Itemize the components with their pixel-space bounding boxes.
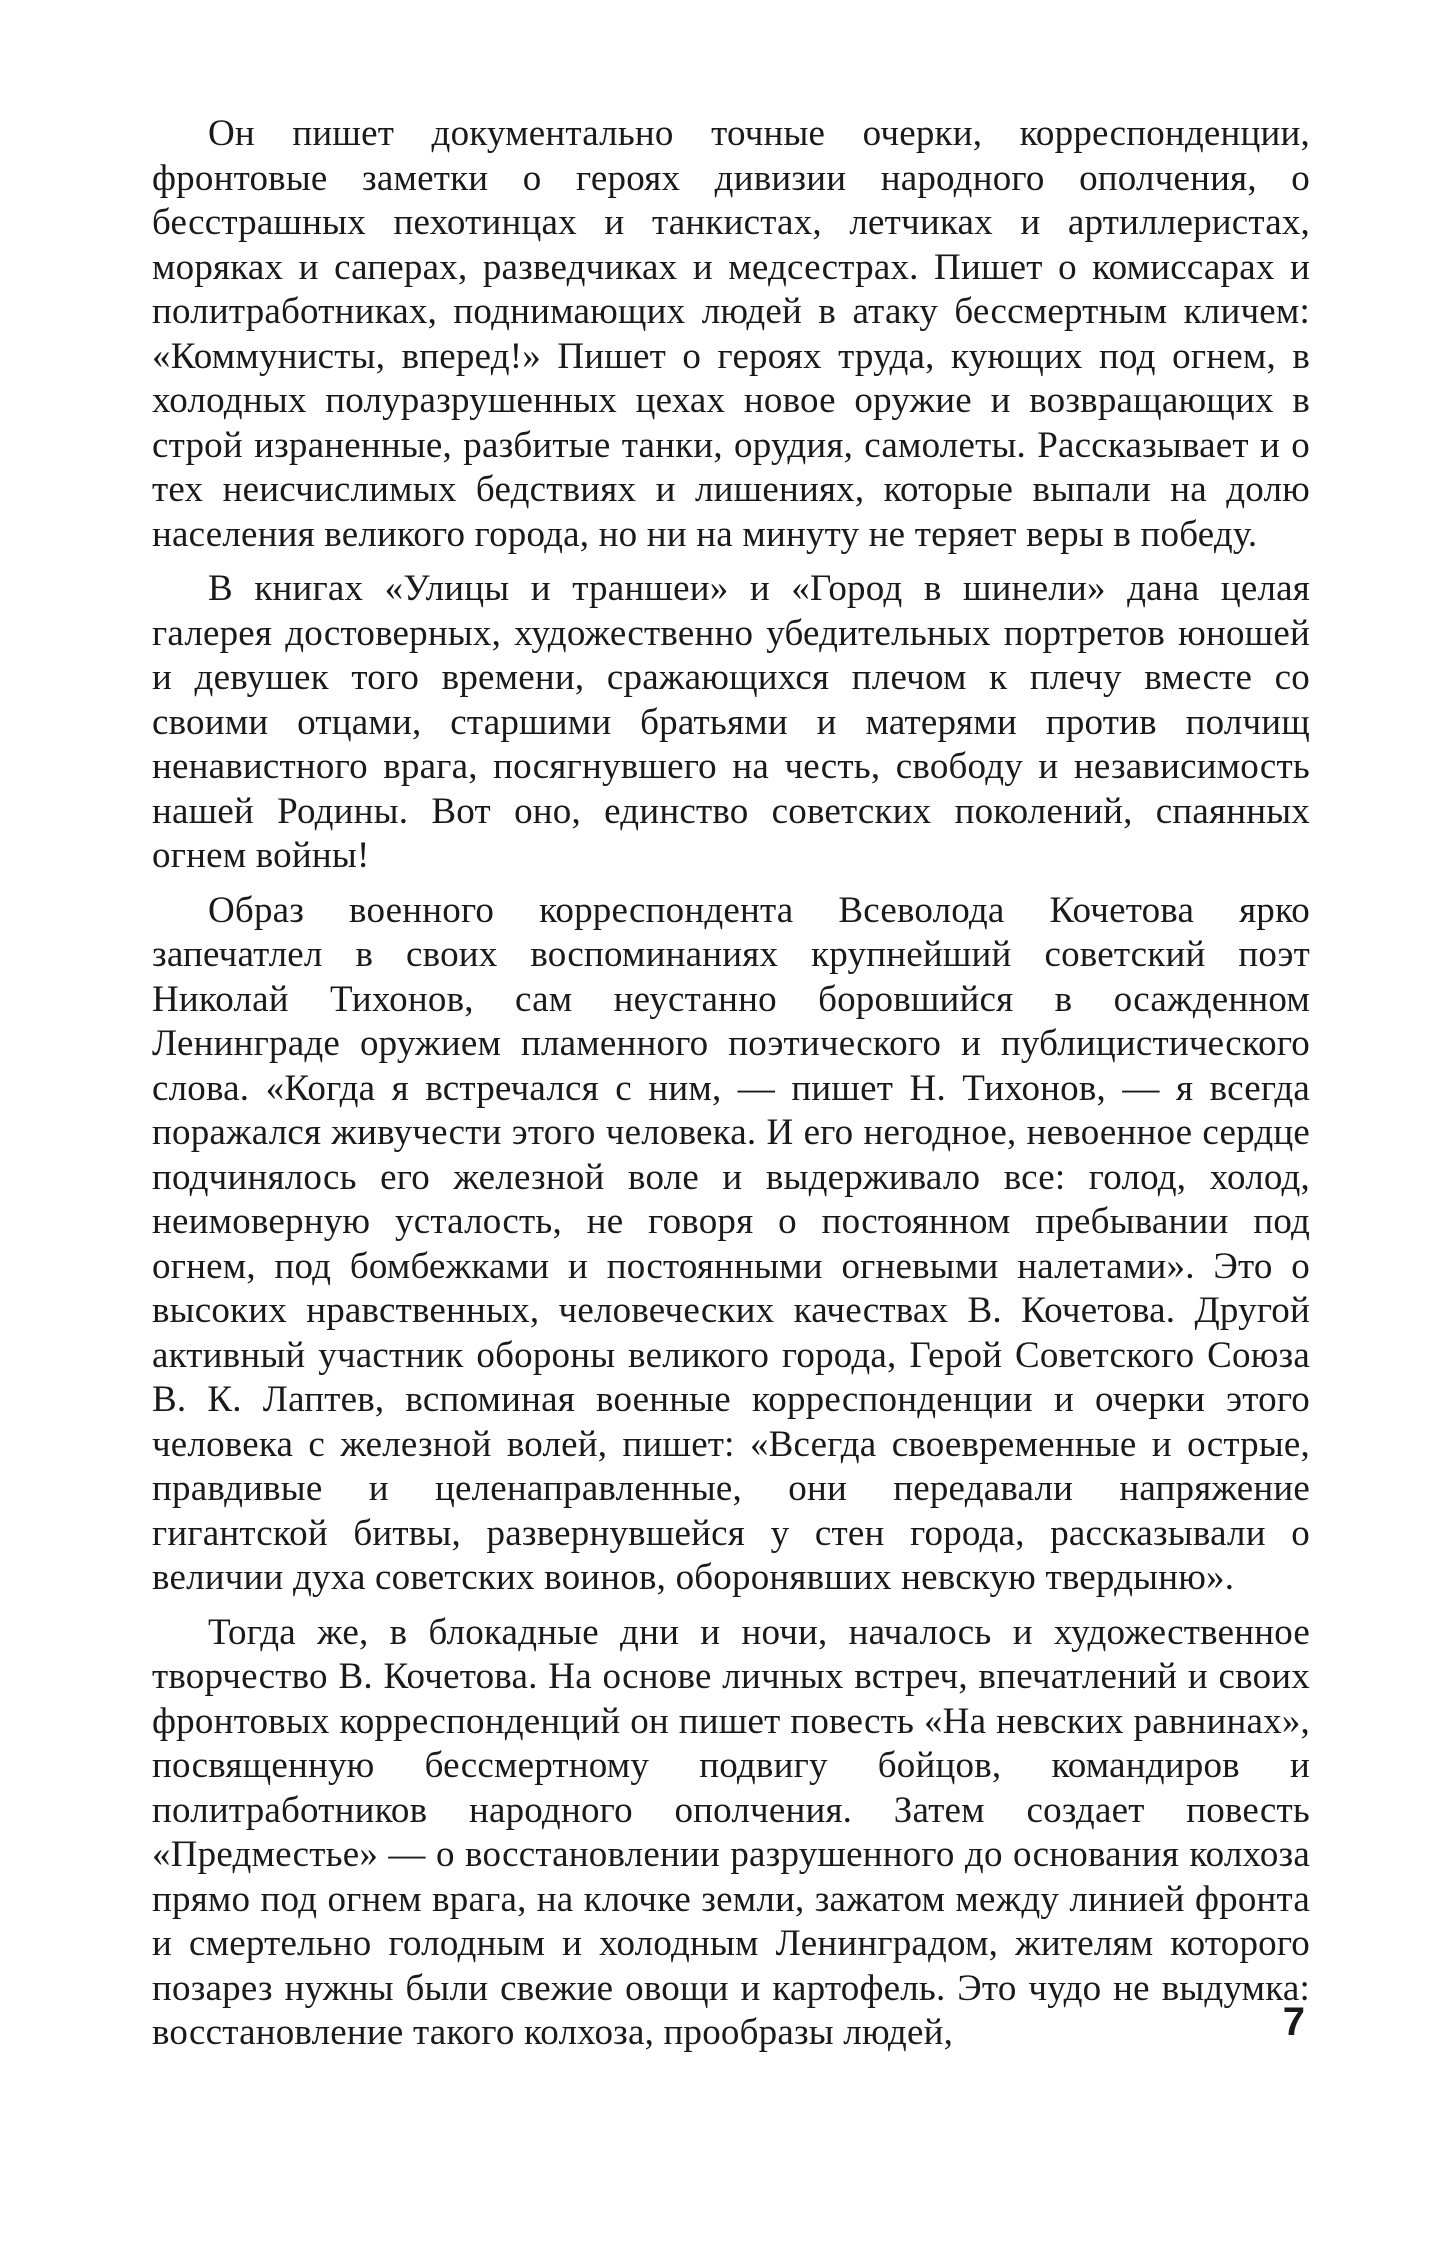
document-page — [152, 112, 1310, 2066]
paragraph-3: Образ военного корреспондента Всеволода Кочетова ярко запечатлел в своих воспоминаниях крупнейший советский поэт Николай Тихонов, сам неустанно боровшийся в осажденном Ленинграде оружием пламенного поэтического и публицистического слова. «Когда я встречался с ним, — пишет Н. Тихонов, — я всегда поражался живучести этого человека. И его негодное, невоенное сердце подчинялось его железной воле и выдерживало все: голод, холод, неимоверную усталость, не говоря о постоянном пребывании под огнем, под бомбежками и постоянными огневыми налетами». Это о высоких нравственных, человеческих качествах В. Кочетова. Другой активный участник обороны великого города, Герой Советского Союза В. К. Лаптев, вспоминая военные корреспонденции и очерки этого человека с железной волей, пишет: «Всегда своевременные и острые, правдивые и целенаправленные, они передавали напряжение гигантской битвы, развернувшейся у стен города, рассказывали о величии духа советских воинов, оборонявших невскую твердыню». — [152, 889, 1310, 1598]
paragraph-2: В книгах «Улицы и траншеи» и «Город в шинели» дана целая галерея достоверных, художественно убедительных портретов юношей и девушек того времени, сражающихся плечом к плечу вместе со своими отцами, старшими братьями и матерями против полчищ ненавистного врага, посягнувшего на честь, свободу и независимость нашей Родины. Вот оно, единство советских поколений, спаянных огнем войны! — [152, 568, 1310, 876]
paragraph-1: Он пишет документально точные очерки, корреспонденции, фронтовые заметки о героях дивизии народного ополчения, о бесстрашных пехотинцах и танкистах, летчиках и артиллеристах, моряках и саперах, разведчиках и медсестрах. Пишет о комиссарах и политработниках, поднимающих людей в атаку бессмертным кличем: «Коммунисты, вперед!» Пишет о героях труда, кующих под огнем, в холодных полуразрушенных цехах новое оружие и возвращающих в строй израненные, разбитые танки, орудия, самолеты. Рассказывает и о тех неисчислимых бедствиях и лишениях, которые выпали на долю населения великого города, но ни на минуту не теряет веры в победу. — [152, 113, 1310, 555]
paragraph-4: Тогда же, в блокадные дни и ночи, началось и художественное творчество В. Кочетова. На основе личных встреч, впечатлений и своих фронтовых корреспонденций он пишет повесть «На невских равнинах», посвященную бессмертному подвигу бойцов, командиров и политработников народного ополчения. Затем создает повесть «Предместье» — о восстановлении разрушенного до основания колхоза прямо под огнем врага, на клочке земли, зажатом между линией фронта и смертельно голодным и холодным Ленинградом, жителям которого позарез нужны были свежие овощи и картофель. Это чудо не выдумка: восстановление такого колхоза, прообразы людей, — [152, 1611, 1310, 2053]
page-number: 7 — [1282, 2000, 1305, 2044]
